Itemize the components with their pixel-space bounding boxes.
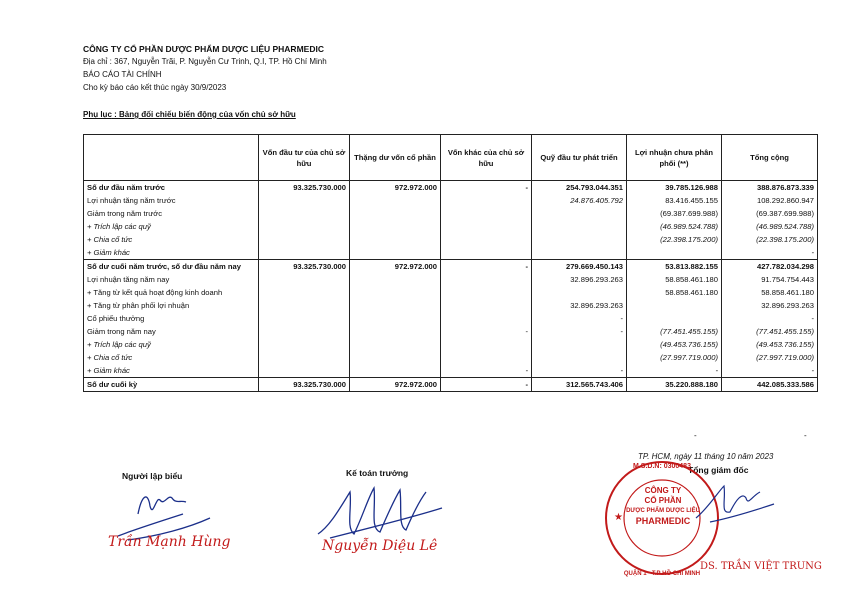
table-row <box>84 194 818 207</box>
row-value: - <box>441 181 532 195</box>
table-row <box>84 246 818 260</box>
row-value: 254.793.044.351 <box>532 181 627 195</box>
row-value <box>259 233 350 246</box>
appendix-text: : Bảng đối chiếu biến động của vốn chủ sở hữu <box>111 110 296 119</box>
appendix-title <box>83 109 296 120</box>
table-row <box>84 312 818 325</box>
row-value: - <box>722 364 818 378</box>
row-value <box>627 312 722 325</box>
row-value <box>441 351 532 364</box>
row-value: - <box>532 325 627 338</box>
row-value: 91.754.754.443 <box>722 273 818 286</box>
column-header: Thặng dư vốn cổ phần <box>350 135 441 181</box>
equity-reconciliation-table <box>83 134 818 392</box>
stamp-code: M.S.D.N: 0300483 <box>633 463 691 470</box>
row-value <box>350 207 441 220</box>
row-label: Cổ phiếu thưởng <box>84 312 259 325</box>
row-value <box>350 286 441 299</box>
row-value: - <box>722 246 818 260</box>
table-row <box>84 299 818 312</box>
row-label: Giảm trong năm nay <box>84 325 259 338</box>
row-label: + Tăng từ phân phối lợi nhuận <box>84 299 259 312</box>
preparer-name: Trần Mạnh Hùng <box>108 534 231 550</box>
stamp-line: PHARMEDIC <box>635 516 691 526</box>
star-icon: ★ <box>614 512 623 523</box>
appendix-prefix: Phụ lục <box>83 110 112 119</box>
row-value <box>532 233 627 246</box>
row-value <box>532 351 627 364</box>
table-row <box>84 260 818 274</box>
row-value: (69.387.699.988) <box>722 207 818 220</box>
column-header: Tổng cộng <box>722 135 818 181</box>
row-label: + Giảm khác <box>84 364 259 378</box>
column-header: Lợi nhuận chưa phân phối (**) <box>627 135 722 181</box>
trailing-dash: - <box>804 431 807 440</box>
row-value <box>532 286 627 299</box>
accountant-title: Kế toán trưởng <box>346 468 409 478</box>
row-value: 312.565.743.406 <box>532 378 627 392</box>
company-name: CÔNG TY CỔ PHẦN DƯỢC PHẨM DƯỢC LIỆU PHARMEDIC <box>83 44 324 54</box>
row-value <box>350 351 441 364</box>
stamp-line: CỔ PHẦN <box>644 496 682 505</box>
row-value: 39.785.126.988 <box>627 181 722 195</box>
table-row <box>84 220 818 233</box>
row-label: + Trích lập các quỹ <box>84 220 259 233</box>
row-label: Lợi nhuận tăng năm nay <box>84 273 259 286</box>
row-value: - <box>441 364 532 378</box>
row-value <box>350 299 441 312</box>
row-value <box>259 220 350 233</box>
table-row <box>84 378 818 392</box>
row-value: (27.997.719.000) <box>722 351 818 364</box>
row-value: (22.398.175.200) <box>722 233 818 246</box>
row-value: - <box>627 364 722 378</box>
row-value <box>441 273 532 286</box>
row-value: 108.292.860.947 <box>722 194 818 207</box>
row-value <box>627 246 722 260</box>
column-header: Vốn khác của chủ sở hữu <box>441 135 532 181</box>
table-header-row <box>84 135 818 181</box>
row-value: 388.876.873.339 <box>722 181 818 195</box>
table-row <box>84 286 818 299</box>
row-value <box>259 364 350 378</box>
column-header: Vốn đầu tư của chủ sở hữu <box>259 135 350 181</box>
row-value: 32.896.293.263 <box>532 273 627 286</box>
row-value <box>259 246 350 260</box>
row-label: + Chia cổ tức <box>84 233 259 246</box>
row-label: Số dư cuối kỳ <box>84 378 259 392</box>
row-label: Lợi nhuận tăng năm trước <box>84 194 259 207</box>
row-value <box>532 246 627 260</box>
row-value: 442.085.333.586 <box>722 378 818 392</box>
row-value: - <box>441 260 532 274</box>
row-value: (27.997.719.000) <box>627 351 722 364</box>
table-row <box>84 273 818 286</box>
row-value: 427.782.034.298 <box>722 260 818 274</box>
row-value: 32.896.293.263 <box>532 299 627 312</box>
row-value: (22.398.175.200) <box>627 233 722 246</box>
row-value: (77.451.455.155) <box>627 325 722 338</box>
row-value: (77.451.455.155) <box>722 325 818 338</box>
row-value <box>259 312 350 325</box>
row-value <box>441 233 532 246</box>
table-row <box>84 207 818 220</box>
row-value: - <box>532 364 627 378</box>
row-value: 972.972.000 <box>350 378 441 392</box>
row-label: + Giảm khác <box>84 246 259 260</box>
row-value: 93.325.730.000 <box>259 260 350 274</box>
row-label: Giảm trong năm trước <box>84 207 259 220</box>
row-value <box>259 286 350 299</box>
row-value: 972.972.000 <box>350 260 441 274</box>
row-value <box>259 325 350 338</box>
table-row <box>84 233 818 246</box>
row-value <box>350 338 441 351</box>
row-value: (46.989.524.788) <box>722 220 818 233</box>
row-value <box>259 207 350 220</box>
row-value <box>441 194 532 207</box>
row-value <box>350 246 441 260</box>
row-value: - <box>441 325 532 338</box>
row-value: 58.858.461.180 <box>627 273 722 286</box>
row-value <box>350 220 441 233</box>
row-value <box>350 273 441 286</box>
row-value: - <box>441 378 532 392</box>
row-value: (69.387.699.988) <box>627 207 722 220</box>
director-name: DS. TRẦN VIỆT TRUNG <box>700 561 822 572</box>
row-value <box>350 194 441 207</box>
stamp-line: CÔNG TY <box>644 486 682 495</box>
row-value <box>259 273 350 286</box>
row-value <box>350 312 441 325</box>
company-address: Địa chỉ : 367, Nguyễn Trãi, P. Nguyễn Cư Trinh, Q.I, TP. Hồ Chí Minh <box>83 57 327 66</box>
row-value <box>350 325 441 338</box>
row-value <box>350 364 441 378</box>
row-value: 35.220.888.180 <box>627 378 722 392</box>
row-value: (49.453.736.155) <box>627 338 722 351</box>
table-row <box>84 364 818 378</box>
trailing-dash: - <box>694 431 697 440</box>
director-title: Tổng giám đốc <box>688 465 749 475</box>
row-value: (49.453.736.155) <box>722 338 818 351</box>
table-row <box>84 338 818 351</box>
row-value: 24.876.405.792 <box>532 194 627 207</box>
row-label: Số dư cuối năm trước, số dư đầu năm nay <box>84 260 259 274</box>
row-value: 83.416.455.155 <box>627 194 722 207</box>
preparer-title: Người lập biểu <box>122 471 183 481</box>
row-value: 58.858.461.180 <box>627 286 722 299</box>
row-value <box>259 299 350 312</box>
row-label: + Trích lập các quỹ <box>84 338 259 351</box>
row-label: Số dư đầu năm trước <box>84 181 259 195</box>
report-title: BÁO CÁO TÀI CHÍNH <box>83 70 162 79</box>
sign-date: TP. HCM, ngày 11 tháng 10 năm 2023 <box>638 452 774 461</box>
row-value <box>350 233 441 246</box>
row-label: + Tăng từ kết quả hoạt động kinh doanh <box>84 286 259 299</box>
row-value <box>532 220 627 233</box>
row-value: 279.669.450.143 <box>532 260 627 274</box>
table-row <box>84 181 818 195</box>
row-value <box>441 312 532 325</box>
row-value <box>441 220 532 233</box>
header-blank <box>84 135 259 181</box>
accountant-name: Nguyễn Diệu Lê <box>322 538 438 554</box>
row-value: 93.325.730.000 <box>259 181 350 195</box>
row-value <box>532 207 627 220</box>
stamp-line: DƯỢC PHẨM DƯỢC LIỆU <box>626 508 700 514</box>
row-value: - <box>722 312 818 325</box>
column-header: Quỹ đầu tư phát triển <box>532 135 627 181</box>
director-signature <box>690 478 780 528</box>
row-value <box>259 338 350 351</box>
row-label: + Chia cổ tức <box>84 351 259 364</box>
row-value <box>441 246 532 260</box>
row-value: 93.325.730.000 <box>259 378 350 392</box>
row-value <box>441 299 532 312</box>
row-value <box>532 338 627 351</box>
row-value <box>627 299 722 312</box>
row-value <box>441 207 532 220</box>
row-value: (46.989.524.788) <box>627 220 722 233</box>
row-value: - <box>532 312 627 325</box>
row-value: 58.858.461.180 <box>722 286 818 299</box>
row-value <box>441 286 532 299</box>
row-value <box>441 338 532 351</box>
row-value <box>259 351 350 364</box>
stamp-city: QUẬN 1 - T.P HỒ CHÍ MINH <box>623 571 701 577</box>
row-value: 972.972.000 <box>350 181 441 195</box>
table-row <box>84 351 818 364</box>
row-value <box>259 194 350 207</box>
report-period: Cho kỳ báo cáo kết thúc ngày 30/9/2023 <box>83 83 227 92</box>
table-row <box>84 325 818 338</box>
row-value: 53.813.882.155 <box>627 260 722 274</box>
row-value: 32.896.293.263 <box>722 299 818 312</box>
